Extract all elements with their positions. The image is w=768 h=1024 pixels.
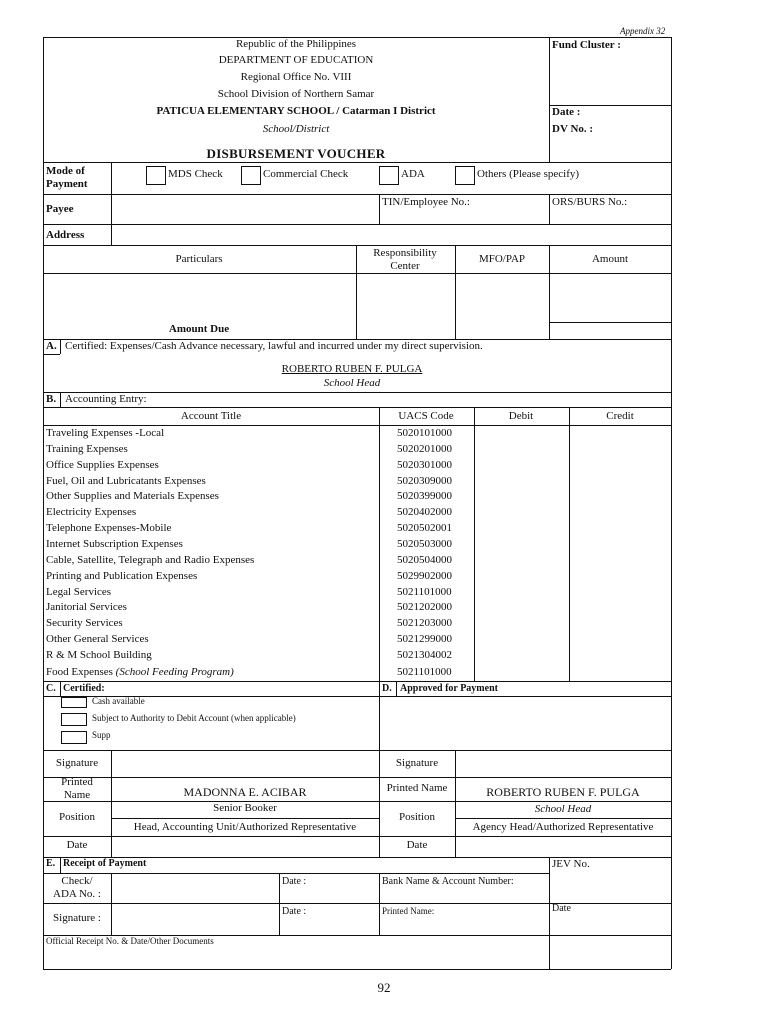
rule <box>379 407 380 681</box>
commercial-check-checkbox[interactable] <box>241 166 261 185</box>
entry-title-food-text: Food Expenses <box>46 666 113 678</box>
mds-check-checkbox[interactable] <box>146 166 166 185</box>
appendix-label: Appendix 32 <box>620 26 666 36</box>
date-label: Date : <box>552 106 581 118</box>
entry-code: 5020399000 <box>397 490 452 502</box>
rule <box>356 245 357 339</box>
entry-code: 5020101000 <box>397 427 452 439</box>
rule <box>396 681 397 696</box>
section-a-signatory: ROBERTO RUBEN F. PULGA <box>281 363 423 375</box>
rule <box>549 194 550 224</box>
form-title: DISBURSEMENT VOUCHER <box>206 146 386 161</box>
d-printed-name: ROBERTO RUBEN F. PULGA <box>486 785 640 799</box>
entry-title: Telephone Expenses-Mobile <box>46 522 172 534</box>
regional-office-line: Regional Office No. VIII <box>240 71 352 83</box>
section-c-label: Certified: <box>63 683 105 694</box>
c-date-field[interactable] <box>113 838 377 856</box>
rule <box>279 873 280 935</box>
dv-no-label: DV No. : <box>552 123 594 135</box>
fund-cluster-label: Fund Cluster : <box>552 39 621 51</box>
entry-title: Legal Services <box>46 586 112 598</box>
entry-title: Cable, Satellite, Telegraph and Radio Expenses <box>46 554 255 566</box>
rule <box>455 750 456 857</box>
c-printed-name-label: Printed <box>61 776 93 788</box>
debit-authority-checkbox[interactable] <box>61 713 87 726</box>
rule <box>43 245 671 246</box>
d-date-field[interactable] <box>457 838 669 856</box>
rule <box>43 273 671 274</box>
tin-label: TIN/Employee No.: <box>382 196 470 208</box>
e-date-label-3: Date <box>552 903 571 914</box>
entry-title: Other Supplies and Materials Expenses <box>46 490 219 502</box>
school-name: PATICUA ELEMENTARY SCHOOL / Catarman I District <box>156 105 436 117</box>
d-date-label: Date <box>406 839 428 851</box>
particulars-header: Particulars <box>175 253 223 265</box>
bank-account-label: Bank Name & Account Number: <box>382 876 514 887</box>
entry-title-food <box>46 667 234 678</box>
rule <box>455 245 456 339</box>
entry-code-food: 5021101000 <box>397 666 452 678</box>
section-d-letter: D. <box>382 683 392 694</box>
check-ada-label-2: ADA No. : <box>53 888 101 900</box>
d-position-description: Agency Head/Authorized Representative <box>472 821 654 833</box>
rule <box>455 818 671 819</box>
form-border-left <box>43 37 44 969</box>
entry-title: Electricity Expenses <box>46 506 137 518</box>
rule <box>60 339 61 354</box>
rule <box>43 801 671 802</box>
entry-code: 5021203000 <box>397 617 452 629</box>
entry-code: 5021299000 <box>397 633 452 645</box>
section-e-label: Receipt of Payment <box>63 858 147 869</box>
entry-title-food-note: (School Feeding Program) <box>115 666 234 678</box>
form-border-top <box>43 37 671 38</box>
jev-no-label: JEV No. <box>552 858 590 870</box>
entry-code: 5020201000 <box>397 443 452 455</box>
entry-code: 5020504000 <box>397 554 452 566</box>
ors-burs-label: ORS/BURS No.: <box>552 196 628 208</box>
d-signature-field[interactable] <box>457 752 669 775</box>
section-d-label: Approved for Payment <box>400 683 498 694</box>
commercial-check-label: Commercial Check <box>263 168 349 180</box>
d-position-value: School Head <box>534 803 592 815</box>
d-printed-name-label: Printed Name <box>386 782 448 794</box>
entry-title: R & M School Building <box>46 649 152 661</box>
e-printed-name-label: Printed Name: <box>382 906 435 916</box>
rule <box>111 818 379 819</box>
entry-code: 5020503000 <box>397 538 452 550</box>
responsibility-center-header-2: Center <box>390 260 420 272</box>
check-ada-field[interactable] <box>113 875 277 901</box>
department-line: DEPARTMENT OF EDUCATION <box>218 54 374 66</box>
ada-label: ADA <box>401 168 425 180</box>
entry-code: 5021202000 <box>397 601 452 613</box>
rule <box>474 407 475 681</box>
rule <box>549 322 671 323</box>
rule <box>43 777 671 778</box>
rule <box>549 857 550 935</box>
mds-check-label: MDS Check <box>168 168 223 180</box>
e-signature-label: Signature : <box>53 912 101 924</box>
c-date-label: Date <box>66 839 88 851</box>
rule <box>43 903 549 904</box>
rule <box>43 224 671 225</box>
rule <box>379 194 380 224</box>
entry-code: 5020309000 <box>397 475 452 487</box>
cash-available-checkbox[interactable] <box>61 697 87 708</box>
c-position-description: Head, Accounting Unit/Authorized Representative <box>133 821 357 833</box>
c-position-value: Senior Booker <box>213 802 277 814</box>
ada-checkbox[interactable] <box>379 166 399 185</box>
mode-of-payment-label-2: Payment <box>46 178 88 190</box>
section-b-letter: B. <box>46 393 57 405</box>
others-checkbox[interactable] <box>455 166 475 185</box>
uacs-code-header: UACS Code <box>398 410 454 422</box>
rule <box>43 354 60 355</box>
entry-code: 5021304002 <box>397 649 452 661</box>
official-receipt-label: Official Receipt No. & Date/Other Documents <box>46 936 214 946</box>
entry-title: Security Services <box>46 617 123 629</box>
cash-available-label: Cash available <box>92 696 145 706</box>
entry-title: Office Supplies Expenses <box>46 459 159 471</box>
entry-code: 5020301000 <box>397 459 452 471</box>
header-divider <box>549 37 550 162</box>
entry-title: Traveling Expenses -Local <box>46 427 165 439</box>
section-b-label: Accounting Entry: <box>65 393 147 405</box>
supporting-docs-label: Supp <box>92 730 111 740</box>
account-title-header: Account Title <box>180 410 242 422</box>
rule <box>549 245 550 339</box>
e-date-label-1: Date : <box>282 876 307 887</box>
entry-code: 5029902000 <box>397 570 452 582</box>
section-c-letter: C. <box>46 683 56 694</box>
payee-field[interactable] <box>113 196 377 222</box>
amount-due-label: Amount Due <box>168 323 230 335</box>
entry-title: Training Expenses <box>46 443 128 455</box>
division-line: School Division of Northern Samar <box>217 88 375 100</box>
mode-of-payment-label: Mode of <box>46 165 85 177</box>
supporting-docs-checkbox[interactable] <box>61 731 87 744</box>
others-label: Others (Please specify) <box>477 168 580 180</box>
entry-code: 5021101000 <box>397 586 452 598</box>
rule <box>43 836 671 837</box>
school-district-label: School/District <box>262 123 330 135</box>
debit-authority-label: Subject to Authority to Debit Account (when applicable) <box>92 713 296 723</box>
rule <box>43 162 671 163</box>
entry-code: 5020402000 <box>397 506 452 518</box>
payee-label: Payee <box>46 203 74 215</box>
rule <box>43 750 671 751</box>
rule <box>111 162 112 245</box>
credit-header: Credit <box>606 410 634 422</box>
check-ada-label: Check/ <box>61 875 93 887</box>
rule <box>111 873 112 935</box>
e-date-label-2: Date : <box>282 906 307 917</box>
section-a-certification: Certified: Expenses/Cash Advance necessary, lawful and incurred under my direct supervision. <box>65 340 483 352</box>
e-signature-field[interactable] <box>113 905 277 933</box>
rule <box>379 873 380 935</box>
rule <box>549 935 550 969</box>
rule <box>60 857 61 873</box>
entry-title: Printing and Publication Expenses <box>46 570 198 582</box>
rule <box>111 750 112 857</box>
rule <box>43 873 549 874</box>
responsibility-center-header: Responsibility <box>373 247 437 259</box>
address-label: Address <box>46 229 85 241</box>
c-printed-name-label-2: Name <box>63 789 91 801</box>
rule <box>569 407 570 681</box>
entry-title: Internet Subscription Expenses <box>46 538 183 550</box>
form-border-bottom <box>43 969 671 970</box>
entry-code: 5020502001 <box>397 522 452 534</box>
debit-header: Debit <box>508 410 534 422</box>
rule <box>60 681 61 696</box>
section-e-letter: E. <box>46 858 56 869</box>
address-field[interactable] <box>113 226 669 244</box>
form-border-right <box>671 37 672 969</box>
amount-header: Amount <box>591 253 629 265</box>
rule <box>60 392 61 407</box>
entry-title: Fuel, Oil and Lubricatants Expenses <box>46 475 206 487</box>
entry-title: Janitorial Services <box>46 601 127 613</box>
c-printed-name: MADONNA E. ACIBAR <box>183 785 307 799</box>
page-number: 92 <box>377 980 391 995</box>
republic-line: Republic of the Philippines <box>235 38 357 50</box>
entry-title: Other General Services <box>46 633 149 645</box>
d-signature-label: Signature <box>395 757 439 769</box>
rule <box>43 425 671 426</box>
rule <box>43 194 671 195</box>
section-a-letter: A. <box>46 340 57 352</box>
rule <box>379 681 380 857</box>
c-signature-label: Signature <box>55 757 99 769</box>
rule <box>43 681 671 682</box>
c-position-label: Position <box>58 811 96 823</box>
mfo-pap-header: MFO/PAP <box>478 253 526 265</box>
d-position-label: Position <box>398 811 436 823</box>
rule <box>43 407 671 408</box>
c-signature-field[interactable] <box>113 752 377 775</box>
section-a-signatory-title: School Head <box>323 377 381 389</box>
